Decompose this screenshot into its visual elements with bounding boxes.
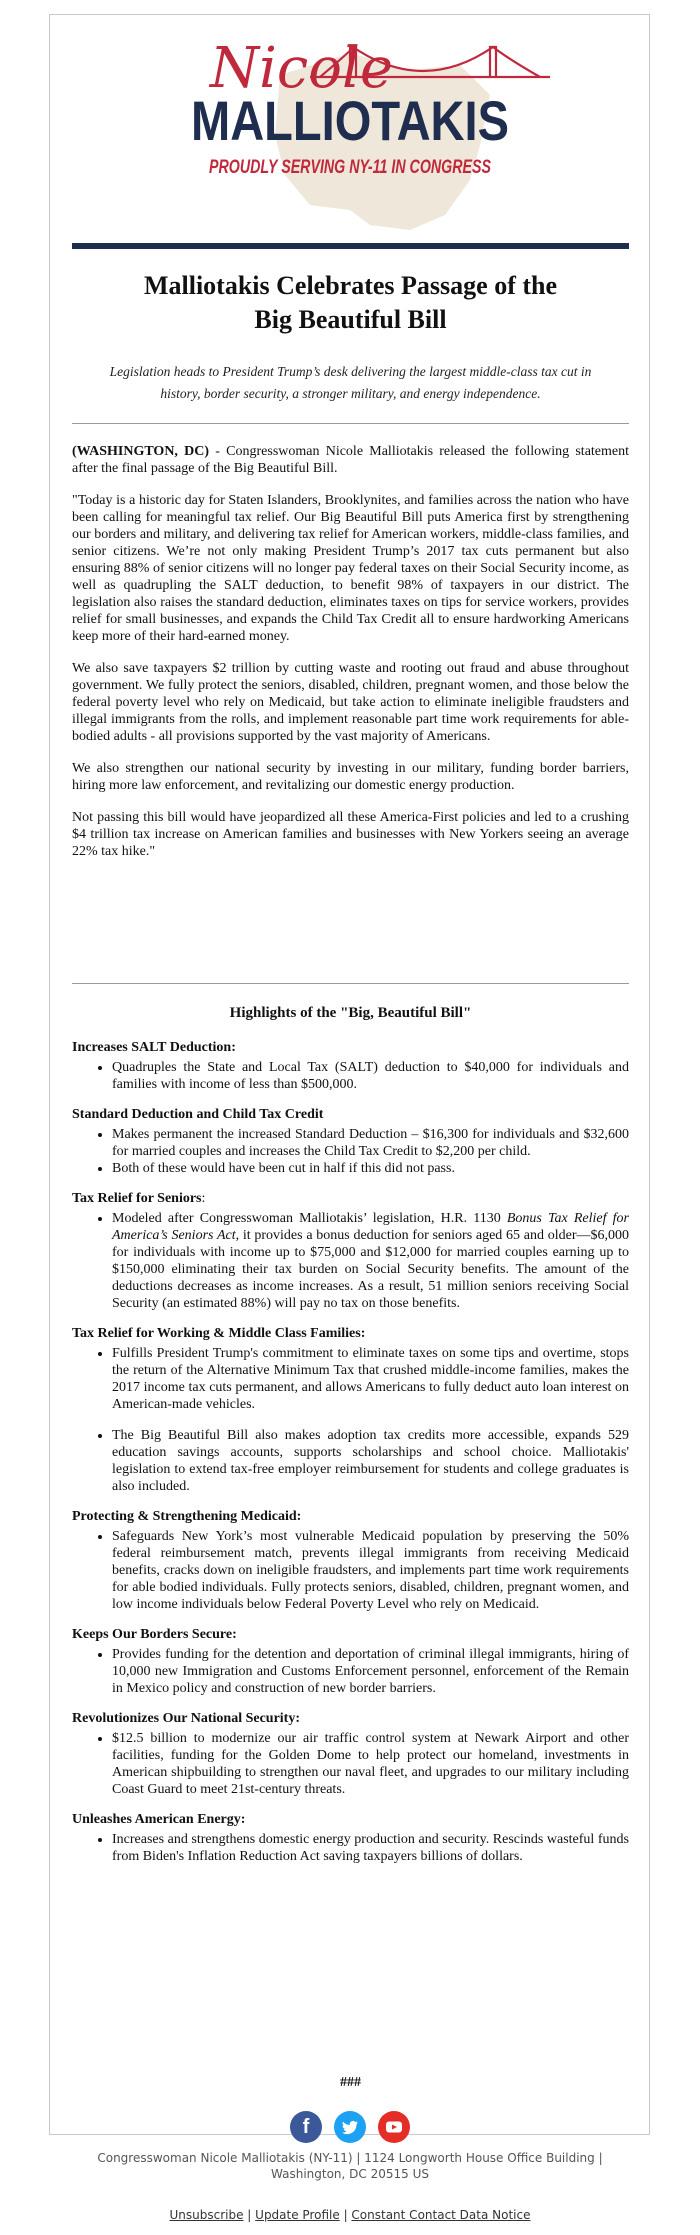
statement-paragraph-2: We also save taxpayers $2 trillion by cutting waste and rooting out fraud and abuse throughout government. We fully protect the seniors, disabled, children, pregnant women, and those below the federal poverty level who rely on Medicaid, but take action to eliminate ineligible fraudsters and illegal immigrants from the rolls, and implement reasonable part time work requirements for able-bodied adults - all provisions supported by the vast majority of Americans.: [72, 661, 629, 744]
section-energy: [72, 1811, 629, 1865]
bullet-item: • Makes permanent the increased Standard Deduction – $16,300 for individuals and $32,600 for married couples and increases the Child Tax Credit to $2,200 per child.: [112, 1126, 629, 1160]
bullet-item: [112, 1210, 629, 1312]
highlights-list: [72, 1039, 629, 1878]
end-mark: ###: [340, 2075, 361, 2090]
footer-line-2: Washington, DC 20515 US: [271, 2167, 429, 2181]
unsubscribe-link[interactable]: Unsubscribe: [169, 2208, 244, 2222]
section-salt: [72, 1039, 629, 1093]
section-working-families: [72, 1325, 629, 1495]
bullet-item: • Fulfills President Trump's commitment to eliminate taxes on some tips and overtime, stops the return of the Alternative Minimum Tax that crushed middle-income families, makes the 2017 income tax cuts permanent, and allows Americans to fully deduct auto loan interest on American-made vehicles.: [112, 1345, 629, 1413]
data-notice-link[interactable]: Constant Contact Data Notice: [351, 2208, 531, 2222]
malliotakis-logo: [50, 15, 651, 240]
intro-paragraph: [72, 443, 629, 477]
newsletter-card: [49, 14, 650, 2138]
title-line-1: Malliotakis Celebrates Passage of the: [143, 271, 558, 300]
bullet-item: • Safeguards New York’s most vulnerable Medicaid population by preserving the 50% federal reimbursement match, prevents illegal immigrants from receiving Medicaid benefits, cracks down on ineligible fraudsters, and implements part time work requirements for able bodied individuals. Fully protects seniors, disabled, children, pregnant women, and low income individuals below Federal Poverty Level who rely on Medicaid.: [112, 1528, 629, 1613]
bullet-item: • Increases and strengthens domestic energy production and security. Rescinds wasteful funds from Biden's Inflation Reduction Act saving taxpayers billions of dollars.: [112, 1831, 629, 1865]
heading-colon: :: [201, 1191, 206, 1206]
section-heading: Tax Relief for Working & Middle Class Families:: [72, 1326, 366, 1341]
subtitle-divider: [72, 423, 629, 424]
section-heading: Standard Deduction and Child Tax Credit: [72, 1107, 324, 1122]
section-heading: Protecting & Strengthening Medicaid:: [72, 1509, 302, 1524]
section-seniors: [72, 1190, 629, 1312]
section-heading: Revolutionizes Our National Security:: [72, 1711, 301, 1726]
section-national-security: [72, 1710, 629, 1798]
highlights-title: Highlights of the "Big, Beautiful Bill": [229, 1005, 472, 1021]
logo-surname: MALLIOTAKIS: [191, 89, 509, 152]
footer-address: [60, 2150, 640, 2182]
section-medicaid: [72, 1508, 629, 1613]
highlights-divider: [72, 983, 629, 984]
section-heading: Increases SALT Deduction:: [72, 1040, 236, 1055]
social-links: [290, 2111, 411, 2143]
twitter-icon[interactable]: [334, 2111, 366, 2143]
press-release-subtitle: [72, 361, 629, 405]
section-borders: [72, 1626, 629, 1697]
title-line-2: Big Beautiful Bill: [254, 305, 447, 334]
subtitle-line-2: history, border security, a stronger military, and energy independence.: [160, 386, 541, 401]
bullet-item: • The Big Beautiful Bill also makes adoption tax credits more accessible, expands 529 education savings accounts, supports scholarships and school choice. Malliotakis' legislation to extend tax-free employer reimbursement for students and college graduates is also included.: [112, 1427, 629, 1495]
intro-text: - Congresswoman Nicole Malliotakis released the following statement after the final passage of the Big Beautiful Bill.: [72, 444, 630, 476]
subtitle-line-1: Legislation heads to President Trump’s desk delivering the largest middle-class tax cut in: [109, 364, 592, 379]
logo-tagline: PROUDLY SERVING NY-11 IN CONGRESS: [209, 157, 492, 178]
bill-name: Bonus Tax Relief for America’s Seniors Act: [112, 1211, 629, 1243]
link-separator: |: [243, 2208, 256, 2222]
statement-paragraph-4: Not passing this bill would have jeopardized all these America-First policies and led to a crushing $4 trillion tax increase on American families and businesses with New Yorkers seeing an average 22% tax hike.": [72, 810, 629, 859]
logo-script-name: Nicole: [210, 36, 394, 101]
footer-links: [60, 2208, 640, 2222]
bullet-item: • Provides funding for the detention and deportation of criminal illegal immigrants, hiring of 10,000 new Immigration and Customs Enforcement personnel, enforcement of the Remain in Mexico policy and construction of new border barriers.: [112, 1646, 629, 1697]
bullet-item: • Quadruples the State and Local Tax (SALT) deduction to $40,000 for individuals and families with income of less than $500,000.: [112, 1059, 629, 1093]
bullet-item: • $12.5 billion to modernize our air traffic control system at Newark Airport and other facilities, funding for the Golden Dome to help protect our homeland, investments in American shipbuilding to strengthen our naval fleet, and upgrades to our military including Coast Guard to meet 21st-century threats.: [112, 1730, 629, 1798]
section-standard-deduction: [72, 1106, 629, 1177]
header-divider: [72, 243, 629, 249]
facebook-icon[interactable]: f: [290, 2111, 322, 2143]
link-separator: |: [339, 2208, 352, 2222]
statement-body: [72, 443, 629, 875]
youtube-play-glyph: [378, 2111, 410, 2143]
youtube-icon[interactable]: [378, 2111, 410, 2143]
section-heading-text: Tax Relief for Seniors: [72, 1191, 202, 1206]
update-profile-link[interactable]: Update Profile: [255, 2208, 340, 2222]
section-heading: [72, 1190, 629, 1207]
bullet-text-pre: Modeled after Congresswoman Malliotakis’ legislation, H.R. 1130: [112, 1211, 507, 1226]
statement-paragraph-3: We also strengthen our national security by investing in our military, funding border barriers, hiring more law enforcement, and revitalizing our domestic energy production.: [72, 761, 629, 793]
twitter-bird-glyph: [334, 2111, 366, 2143]
section-heading: Unleashes American Energy:: [72, 1812, 246, 1827]
footer-line-1: Congresswoman Nicole Malliotakis (NY-11) | 1124 Longworth House Office Building |: [97, 2151, 603, 2165]
section-heading: Keeps Our Borders Secure:: [72, 1627, 237, 1642]
statement-paragraph-1: "Today is a historic day for Staten Islanders, Brooklynites, and families across the nation who have been calling for meaningful tax relief. Our Big Beautiful Bill puts America first by strengthening our borders and military, and delivering tax relief for American workers, middle-class families, and senior citizens. We’re not only making President Trump’s 2017 tax cuts permanent but also ensuring 88% of senior citizens will no longer pay federal taxes on their Social Security income, as well as quadrupling the SALT deduction, to benefit 98% of taxpayers in our district. The legislation also raises the standard deduction, eliminates taxes on tips for service workers, provides relief for small businesses, and expands the Child Tax Credit all to ensure hardworking Americans keep more of their hard-earned money.: [72, 493, 629, 644]
bullet-text-post: , it provides a bonus deduction for seniors aged 65 and older—$6,000 for individuals with income up to $75,000 and $12,000 for married couples earning up to $150,000 eliminating their tax burden on Social Security benefits. The amount of the deductions decreases as income increases. As a result, 51 million seniors receiving Social Security (an estimated 88%) will pay no tax on those benefits.: [112, 1228, 629, 1311]
press-release-title: [72, 269, 629, 337]
dateline: (WASHINGTON, DC): [72, 444, 210, 459]
bullet-item: • Both of these would have been cut in half if this did not pass.: [112, 1160, 629, 1177]
